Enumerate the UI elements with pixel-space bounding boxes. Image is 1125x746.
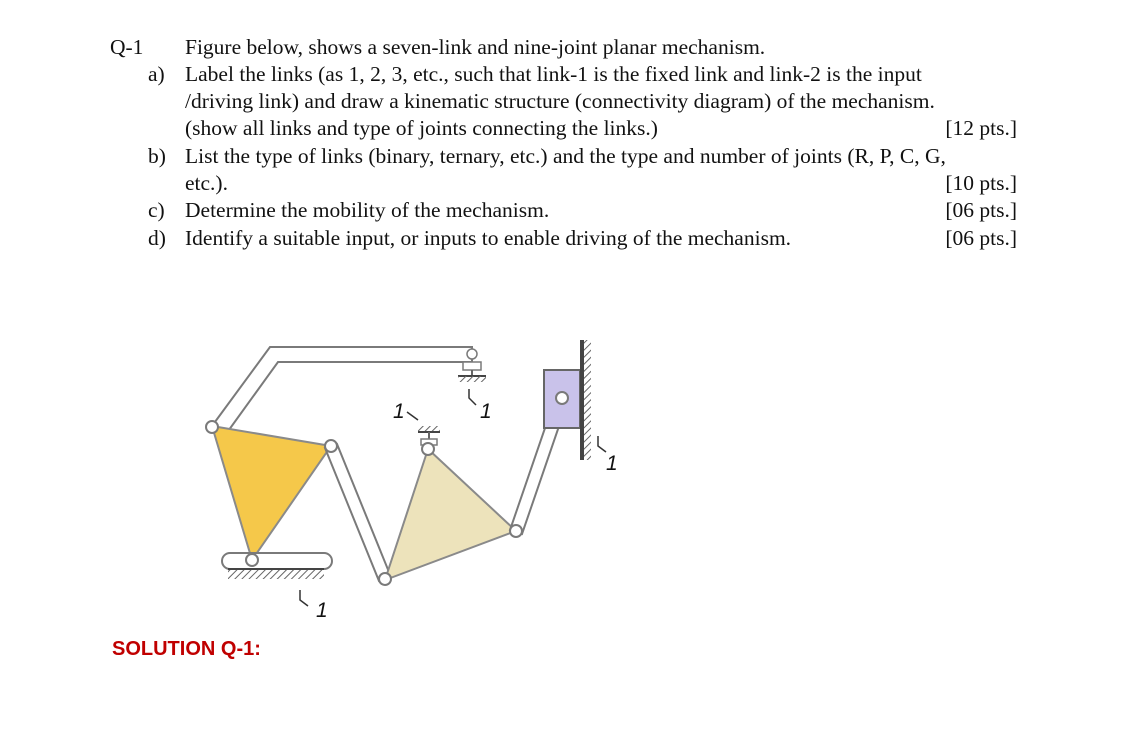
part-b-label: b): [148, 144, 166, 168]
question-intro: Figure below, shows a seven-link and nine-joint planar mechanism.: [185, 35, 766, 59]
ground-label-middle: 1: [393, 400, 405, 423]
joint-a: [206, 421, 218, 433]
part-b-line-1: List the type of links (binary, ternary, etc.) and the type and number of joints (R, P, C, G,: [185, 144, 946, 168]
part-b-line-2: etc.).: [185, 171, 228, 195]
joint-b: [325, 440, 337, 452]
part-c-line-1: Determine the mobility of the mechanism.: [185, 198, 550, 222]
joint-f: [510, 525, 522, 537]
joint-g: [556, 392, 568, 404]
joint-d: [379, 573, 391, 585]
ground-label-top: 1: [480, 400, 492, 423]
part-a-label: a): [148, 62, 165, 86]
left-ternary-link: [212, 426, 331, 560]
joint-c: [246, 554, 258, 566]
part-c-points: [06 pts.]: [945, 198, 1017, 222]
right-ternary-link: [385, 449, 516, 580]
middle-link: [325, 444, 391, 581]
ground-label-bottom: 1: [316, 599, 328, 622]
solution-heading: SOLUTION Q-1:: [112, 638, 261, 660]
part-a-line-3: (show all links and type of joints connecting the links.): [185, 116, 658, 140]
top-link: [212, 347, 472, 434]
ground-label-right: 1: [606, 452, 618, 475]
joint-e: [422, 443, 434, 455]
part-a-line-2: /driving link) and draw a kinematic structure (connectivity diagram) of the mechanism.: [185, 89, 935, 113]
bottom-ground: [222, 553, 332, 579]
question-number: Q-1: [110, 35, 144, 59]
part-d-points: [06 pts.]: [945, 226, 1017, 250]
part-d-label: d): [148, 226, 166, 250]
part-b-points: [10 pts.]: [945, 171, 1017, 195]
part-a-line-1: Label the links (as 1, 2, 3, etc., such that link-1 is the fixed link and link-2 is the input: [185, 62, 922, 86]
right-ground-wall: [580, 340, 591, 460]
part-d-line-1: Identify a suitable input, or inputs to enable driving of the mechanism.: [185, 226, 792, 250]
part-c-label: c): [148, 198, 165, 222]
part-a-points: [12 pts.]: [945, 116, 1017, 140]
